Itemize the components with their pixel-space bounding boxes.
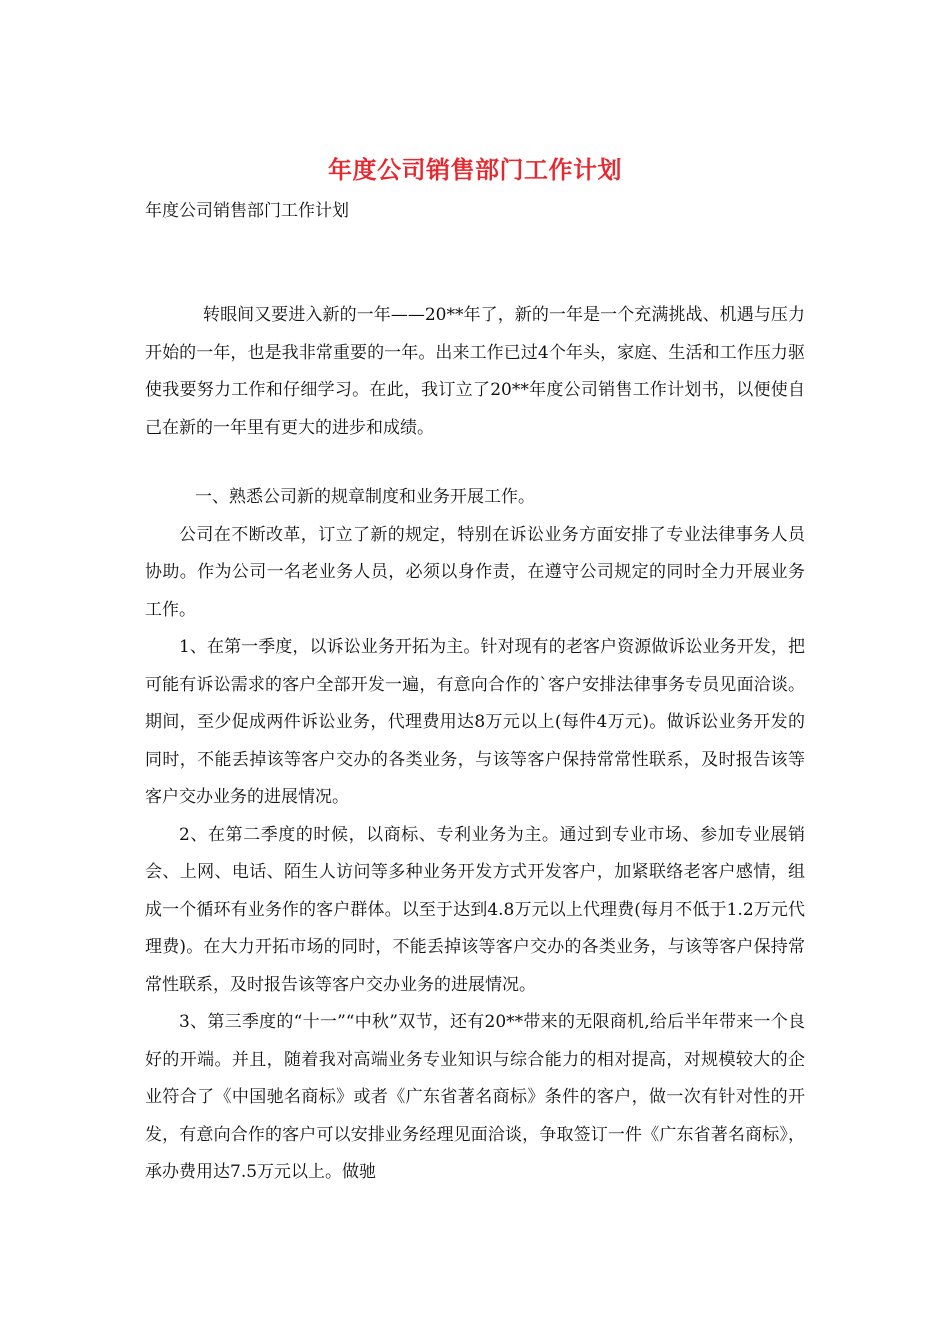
document-subtitle: 年度公司销售部门工作计划: [145, 201, 349, 221]
plan-body: [145, 479, 805, 1192]
section-1-heading: 一、熟悉公司新的规章制度和业务开展工作。: [195, 487, 535, 507]
plan-item-2: 2、在第二季度的时候，以商标、专利业务为主。通过到专业市场、参加专业展销会、上网、电话、陌生人访问等多种业务开发方式开发客户，加紧联络老客户感情，组成一个循环有业务作的客户群体。以至于达到4.8万元以上代理费(每月不低于1.2万元代理费)。在大力开拓市场的同时，不能丢掉该等客户交办的各类业务，与该等客户保持常常性联系，及时报告该等客户交办业务的进展情况。: [145, 824, 805, 995]
document-title: 年度公司销售部门工作计划: [328, 155, 622, 184]
plan-item-3: 3、第三季度的“十一”“中秋”双节，还有20**带来的无限商机,给后半年带来一个良好的开端。并且，随着我对高端业务专业知识与综合能力的相对提高，对规模较大的企业符合了《中国驰名商标》或者《广东省著名商标》条件的客户，做一次有针对性的开发，有意向合作的客户可以安排业务经理见面洽谈，争取签订一件《广东省著名商标》，承办费用达7.5万元以上。做驰: [145, 1012, 805, 1182]
section-1-paragraph: 公司在不断改革，订立了新的规定，特别在诉讼业务方面安排了专业法律事务人员协助。作为公司一名老业务人员，必须以身作责，在遵守公司规定的同时全力开展业务工作。: [145, 524, 805, 620]
intro-paragraph: 转眼间又要进入新的一年——20**年了，新的一年是一个充满挑战、机遇与压力开始的一年，也是我非常重要的一年。出来工作已过4个年头，家庭、生活和工作压力驱使我要努力工作和仔细学习。在此，我订立了20**年度公司销售工作计划书，以便使自己在新的一年里有更大的进步和成绩。: [145, 305, 805, 438]
intro-block: [145, 297, 805, 447]
plan-item-1: 1、在第一季度，以诉讼业务开拓为主。针对现有的老客户资源做诉讼业务开发，把可能有诉讼需求的客户全部开发一遍，有意向合作的`客户安排法律事务专员见面洽谈。期间，至少促成两件诉讼业务，代理费用达8万元以上(每件4万元)。做诉讼业务开发的同时，不能丢掉该等客户交办的各类业务，与该等客户保持常常性联系，及时报告该等客户交办业务的进展情况。: [145, 637, 805, 807]
